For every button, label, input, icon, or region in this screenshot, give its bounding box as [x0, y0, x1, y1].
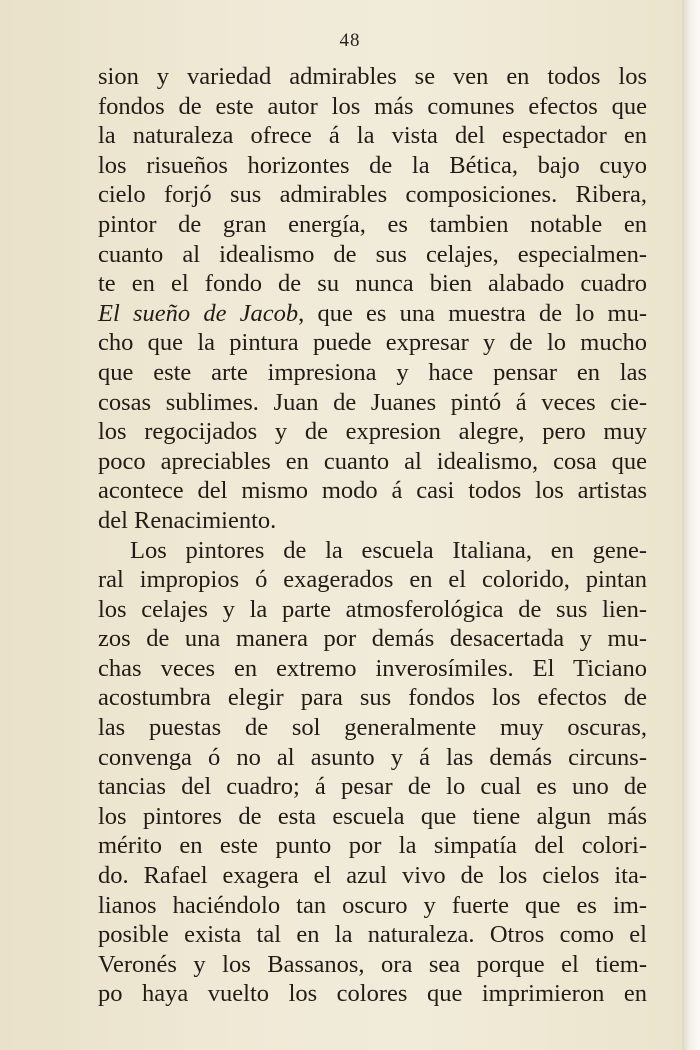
- paragraph-start-line: Los pintores de la escuela Italiana, en gene-: [130, 536, 647, 564]
- text-line: acontece del mismo modo á casi todos los artistas: [98, 477, 647, 505]
- text-line: zos de una manera por demás desacertada y mu-: [98, 625, 647, 653]
- text-line: los celajes y la parte atmosferológica de sus lien-: [98, 595, 647, 623]
- text-line: fondos de este autor los más comunes efectos que: [98, 92, 647, 120]
- text-line: la naturaleza ofrece á la vista del espectador en: [98, 122, 647, 150]
- text-line-rest: , que es una muestra de lo mu-: [298, 299, 647, 327]
- text-line: Veronés y los Bassanos, ora sea porque el tiem-: [98, 950, 647, 978]
- text-line: convenga ó no al asunto y á las demás circuns-: [98, 743, 647, 771]
- text-line: del Renacimiento.: [98, 506, 277, 534]
- text-line: po haya vuelto los colores que imprimieron en: [98, 980, 647, 1008]
- text-line: cho que la pintura puede expresar y de lo mucho: [98, 329, 647, 357]
- text-line: cosas sublimes. Juan de Juanes pintó á veces cie-: [98, 388, 647, 416]
- text-line-with-title: [98, 299, 647, 329]
- text-line: ral impropios ó exagerados en el colorido, pintan: [98, 566, 647, 594]
- text-line: las puestas de sol generalmente muy oscuras,: [98, 714, 647, 742]
- text-line: cuanto al idealismo de sus celajes, especialmen-: [98, 240, 647, 268]
- text-line: los risueños horizontes de la Bética, bajo cuyo: [98, 151, 647, 179]
- text-line: sion y variedad admirables se ven en todos los: [98, 63, 647, 90]
- text-line: los regocijados y de expresion alegre, pero muy: [98, 418, 647, 446]
- text-line: do. Rafael exagera el azul vivo de los cielos ita-: [98, 862, 647, 890]
- page-edge: [682, 0, 700, 1050]
- text-line: los pintores de esta escuela que tiene algun más: [98, 802, 647, 830]
- text-line: tancias del cuadro; á pesar de lo cual es uno de: [98, 773, 647, 801]
- page-number: 48: [339, 30, 361, 51]
- body-text: [98, 62, 647, 1009]
- text-line: chas veces en extremo inverosímiles. El Ticiano: [98, 654, 647, 682]
- text-line: poco apreciables en cuanto al idealismo, cosa que: [98, 447, 647, 475]
- text-line: lianos haciéndolo tan oscuro y fuerte que es im-: [98, 891, 647, 919]
- text-line: pintor de gran energía, es tambien notable en: [98, 210, 647, 238]
- text-line: acostumbra elegir para sus fondos los efectos de: [98, 684, 647, 712]
- text-line: que este arte impresiona y hace pensar en las: [98, 358, 647, 386]
- painting-title: El sueño de Jacob: [98, 299, 299, 327]
- text-line: cielo forjó sus admirables composiciones. Ribera,: [98, 181, 647, 209]
- text-line: te en el fondo de su nunca bien alabado cuadro: [98, 270, 647, 298]
- text-line: mérito en este punto por la simpatía del colori-: [98, 832, 647, 860]
- text-line: posible exista tal en la naturaleza. Otros como el: [98, 921, 647, 949]
